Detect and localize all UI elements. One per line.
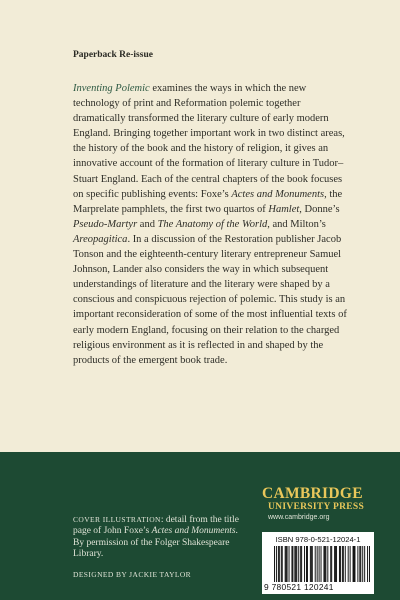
barcode-bar xyxy=(276,546,277,582)
blurb-text: , Donne’s xyxy=(299,203,340,215)
barcode-bar xyxy=(357,546,358,582)
barcode-bar xyxy=(306,546,307,582)
barcode-bar xyxy=(331,546,332,582)
barcode-bar xyxy=(330,546,331,582)
barcode-bar xyxy=(317,546,318,582)
barcode-bar xyxy=(289,546,290,582)
publisher-url: www.cambridge.org xyxy=(268,514,330,521)
barcode-bar xyxy=(323,546,324,582)
publisher-logo xyxy=(262,486,370,523)
barcode-bar xyxy=(354,546,355,582)
barcode-bar xyxy=(307,546,308,582)
reissue-heading: Paperback Re-issue xyxy=(73,50,153,60)
blurb-text: examines the ways in which the new technology of print and Reformation polemic together dramatically transformed the literary culture of early modern England. Bringing together important work in two distinct areas, the history of the book and the history of religion, it gives an innovative account of the formation of literary culture in Tudor–Stuart England. Each of the central chapters of the book focuses on specific publishing events: Foxe’s xyxy=(73,83,345,200)
barcode-bar xyxy=(339,546,340,582)
blurb-text: , and Milton’s xyxy=(267,218,326,230)
barcode-bar xyxy=(298,546,299,582)
barcode-bar xyxy=(364,546,365,582)
barcode-bar xyxy=(336,546,337,582)
cover-credit-text-1: : detail from the title page of John Foxe’s xyxy=(73,515,239,537)
barcode-bar xyxy=(348,546,349,582)
designer-credit: DESIGNED BY JACKIE TAYLOR xyxy=(73,570,192,579)
publisher-name: CAMBRIDGE xyxy=(262,485,363,502)
barcode-bar xyxy=(315,546,316,582)
barcode-bar xyxy=(291,546,292,582)
blurb-title: Inventing Polemic xyxy=(73,83,150,94)
barcode-bar xyxy=(282,546,283,582)
blurb-title: Hamlet xyxy=(268,203,300,215)
barcode-bar xyxy=(360,546,361,582)
barcode-bar xyxy=(340,546,341,582)
barcode-bar xyxy=(278,546,279,582)
barcode-bar xyxy=(367,546,368,582)
isbn-number: ISBN 978-0-521-12024-1 xyxy=(275,535,361,544)
barcode-digits: 9 780521 120241 xyxy=(264,582,334,592)
barcode-bar xyxy=(321,546,322,582)
book-blurb xyxy=(73,81,353,368)
barcode-bar xyxy=(345,546,346,582)
barcode-bar xyxy=(295,546,296,582)
blurb-title: Areopagitica xyxy=(73,233,128,245)
barcode-bar xyxy=(354,546,355,582)
barcode-bar xyxy=(312,546,313,582)
barcode-bars xyxy=(274,546,370,582)
back-cover-band xyxy=(0,452,400,600)
barcode-bar xyxy=(343,546,344,582)
cover-credit-text-2: . By permission of the Folger Shakespeare Library. xyxy=(73,526,238,560)
barcode-bar xyxy=(281,546,282,582)
barcode-bar xyxy=(369,546,370,582)
barcode-bar xyxy=(319,546,320,582)
cover-illustration-credit xyxy=(73,514,248,561)
barcode-bar xyxy=(310,546,311,582)
barcode-bar xyxy=(335,546,336,582)
barcode-bar xyxy=(292,546,293,582)
blurb-title: Pseudo-Martyr xyxy=(73,218,138,230)
barcode-bar xyxy=(304,546,305,582)
cover-illustration-label: COVER ILLUSTRATION xyxy=(73,515,161,524)
blurb-title: The Anatomy of the World xyxy=(157,218,268,230)
blurb-text: , the Marprelate pamphlets, the first two quartos of xyxy=(73,188,343,215)
blurb-text: . In a discussion of the Restoration publisher Jacob Tonson and the eighteenth-century literary entrepreneur Samuel Johnson, Lander also considers the way in which subsequent understandings of literature and the literary were shaped by a conscious and conspicuous rejection of polemic. This study is an important reconsideration of some of the most influential texts of early modern England, focusing on their relation to the charged religious environment as it is reflected in and shaped by the products of the emergent book trade. xyxy=(73,233,347,366)
barcode-bar xyxy=(286,546,287,582)
barcode-bar xyxy=(359,546,360,582)
isbn-barcode xyxy=(262,532,374,594)
barcode-bar xyxy=(362,546,363,582)
barcode-bar xyxy=(274,546,275,582)
barcode-bar xyxy=(287,546,288,582)
barcode-bar xyxy=(311,546,312,582)
blurb-title: Actes and Monuments xyxy=(231,188,325,200)
barcode-bar xyxy=(342,546,343,582)
barcode-bar xyxy=(279,546,280,582)
barcode-bar xyxy=(353,546,354,582)
barcode-bar xyxy=(301,546,302,582)
barcode-bar xyxy=(285,546,286,582)
publisher-subtitle: UNIVERSITY PRESS xyxy=(268,502,365,512)
barcode-bar xyxy=(350,546,351,582)
barcode-bar xyxy=(324,546,325,582)
cover-credit-title: Actes and Monuments xyxy=(151,526,236,537)
barcode-bar xyxy=(300,546,301,582)
barcode-bar xyxy=(327,546,328,582)
blurb-text: and xyxy=(137,218,158,230)
barcode-bar xyxy=(294,546,295,582)
barcode-bar xyxy=(334,546,335,582)
barcode-bar xyxy=(296,546,297,582)
barcode-bar xyxy=(325,546,326,582)
